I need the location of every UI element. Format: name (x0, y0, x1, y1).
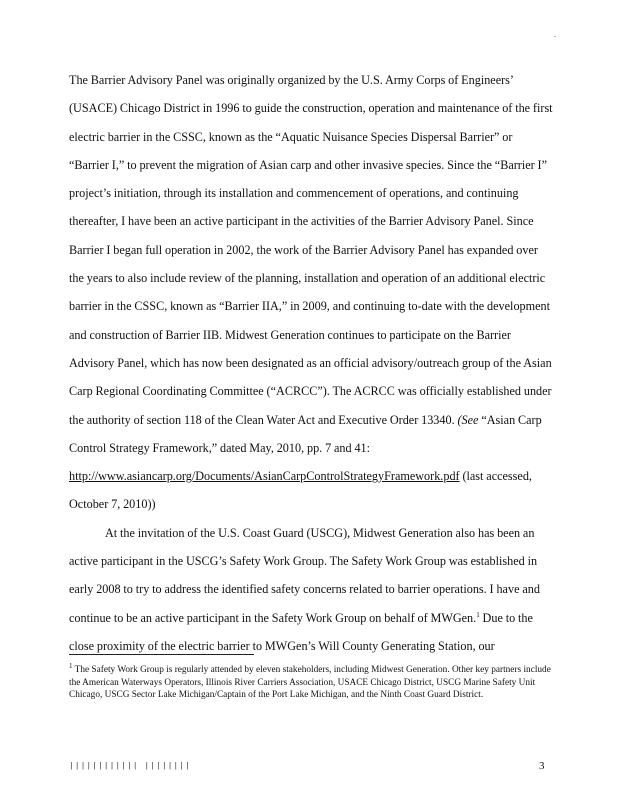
page-number: 3 (539, 760, 545, 772)
footnote (69, 661, 553, 702)
footnote-number: 1 (69, 661, 73, 670)
paragraph1-text: The Barrier Advisory Panel was originally organized by the U.S. Army Corps of Engineers’ (USACE) Chicago District in 1996 to guide the construction, operation and maintenance of the first electric barrier in the CSSC, known as the “Aquatic Nuisance Species Dispersal Barrier” or “Barrier I,” to prevent the migration of Asian carp and other invasive species. Since the “Barrier I” project’s initiation, through its installation and commencement of operations, and continuing thereafter, I have been an active participant in the activities of the Barrier Advisory Panel. Since Barrier I began full operation in 2002, the work of the Barrier Advisory Panel has expanded over the years to also include review of the planning, installation and operation of an additional electric barrier in the CSSC, known as “Barrier IIA,” in 2009, and continuing to-date with the development and construction of Barrier IIB. Midwest Generation continues to participate on the Barrier Advisory Panel, which has now been designated as an official advisory/outreach group of the Asian Carp Regional Coordinating Committee (“ACRCC”). The ACRCC was officially established under the authority of section 118 of the Clean Water Act and Executive Order 13340. (69, 73, 553, 427)
citation-link[interactable]: http://www.asiancarp.org/Documents/AsianCarpControlStrategyFramework.pdf (69, 469, 460, 484)
citation-accessed: (last accessed, October 7, 2010)) (69, 469, 532, 512)
citation-see: (See (457, 412, 479, 427)
footnote-divider (69, 654, 254, 655)
paragraph2-tail: Due to the close proximity of the electric barrier to MWGen’s Will County Generating Station, our (69, 610, 533, 653)
footnote-text: The Safety Work Group is regularly attended by eleven stakeholders, including Midwest Generation. Other key partners include the American Waterways Operators, Illinois River Carriers Association, USACE Chicago District, USCG Marine Safety Unit Chicago, USCG Sector Lake Michigan/Captain of the Port Lake Michigan, and the Ninth Coast Guard District. (69, 665, 551, 700)
footnote-reference[interactable]: 1 (476, 610, 480, 619)
paragraph-barrier-advisory-panel (69, 66, 553, 519)
document-id-code: |||||||||||| |||||||| (69, 762, 191, 771)
corner-mark: . (554, 30, 556, 39)
citation-text: “Asian Carp Control Strategy Framework,” dated May, 2010, pp. 7 and 41: (69, 412, 542, 455)
paragraph-safety-work-group (69, 519, 553, 660)
paragraph2-text: At the invitation of the U.S. Coast Guard (USCG), Midwest Generation also has been an active participant in the USCG’s Safety Work Group. The Safety Work Group was established in early 2008 to try to address the identified safety concerns related to barrier operations. I have and continue to be an active participant in the Safety Work Group on behalf of MWGen. (69, 525, 540, 625)
body-text (69, 66, 553, 660)
